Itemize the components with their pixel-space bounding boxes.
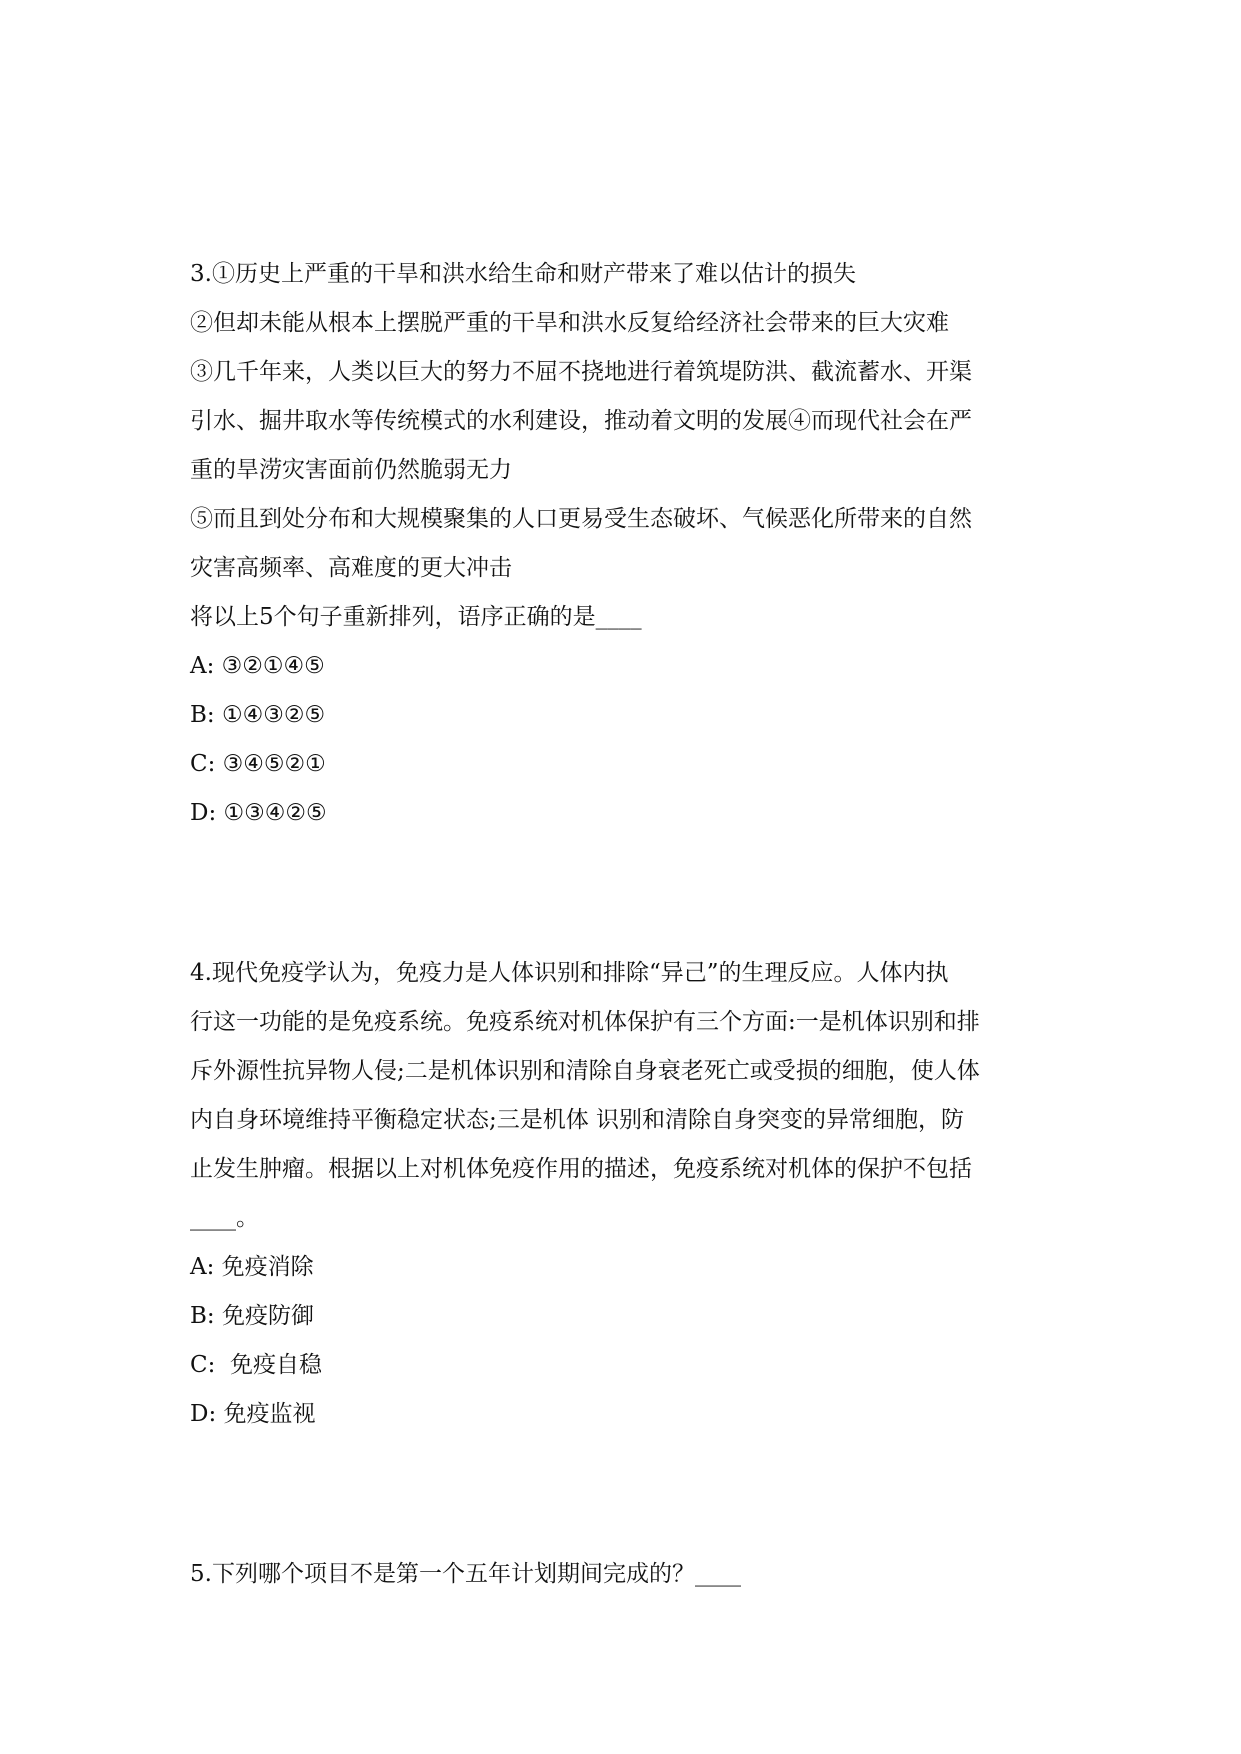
question-4-blank: ____。 [190, 1205, 259, 1231]
question-4-option-c: C: 免疫自稳 [190, 1352, 322, 1378]
question-4-options [190, 1243, 1050, 1439]
question-3-line: 重的旱涝灾害面前仍然脆弱无力 [190, 457, 512, 483]
question-3-options [190, 642, 1050, 838]
question-4-line: 止发生肿瘤。根据以上对机体免疫作用的描述，免疫系统对机体的保护不包括 [190, 1156, 972, 1182]
question-3-line: ⑤而且到处分布和大规模聚集的人口更易受生态破坏、气候恶化所带来的自然 [190, 506, 972, 532]
question-4-line: 行这一功能的是免疫系统。免疫系统对机体保护有三个方面:一是机体识别和排 [190, 1009, 980, 1035]
question-4 [190, 949, 1050, 1439]
question-4-option-d: D: 免疫监视 [190, 1401, 316, 1427]
question-3-line: 灾害高频率、高难度的更大冲击 [190, 555, 512, 581]
question-4-option-a: A: 免疫消除 [190, 1254, 314, 1280]
question-4-line: 内自身环境维持平衡稳定状态;三是机体 识别和清除自身突变的异常细胞，防 [190, 1107, 965, 1133]
question-4-option-b: B: 免疫防御 [190, 1303, 314, 1329]
question-4-line: 斥外源性抗异物人侵;二是机体识别和清除自身衰老死亡或受损的细胞，使人体 [190, 1058, 980, 1084]
question-5-line: 5.下列哪个项目不是第一个五年计划期间完成的？____ [190, 1561, 741, 1587]
question-list [190, 250, 1050, 1599]
question-3-option-b: B: ①④③②⑤ [190, 702, 326, 728]
question-3-option-a: A: ③②①④⑤ [190, 653, 325, 679]
question-3-line: 引水、掘井取水等传统模式的水利建设，推动着文明的发展④而现代社会在严 [190, 408, 972, 434]
question-3-option-c: C: ③④⑤②① [190, 751, 326, 777]
question-3 [190, 250, 1050, 838]
question-3-line: ③几千年来，人类以巨大的努力不屈不挠地进行着筑堤防洪、截流蓄水、开渠 [190, 359, 972, 385]
question-4-line: 4.现代免疫学认为，免疫力是人体识别和排除“异己”的生理反应。人体内执 [190, 960, 949, 986]
question-5 [190, 1550, 1050, 1599]
question-3-prompt: 将以上5个句子重新排列，语序正确的是____ [190, 604, 642, 630]
question-3-option-d: D: ①③④②⑤ [190, 800, 327, 826]
question-3-line: 3.①历史上严重的干旱和洪水给生命和财产带来了难以估计的损失 [190, 261, 856, 287]
question-3-line: ②但却未能从根本上摆脱严重的干旱和洪水反复给经济社会带来的巨大灾难 [190, 310, 949, 336]
